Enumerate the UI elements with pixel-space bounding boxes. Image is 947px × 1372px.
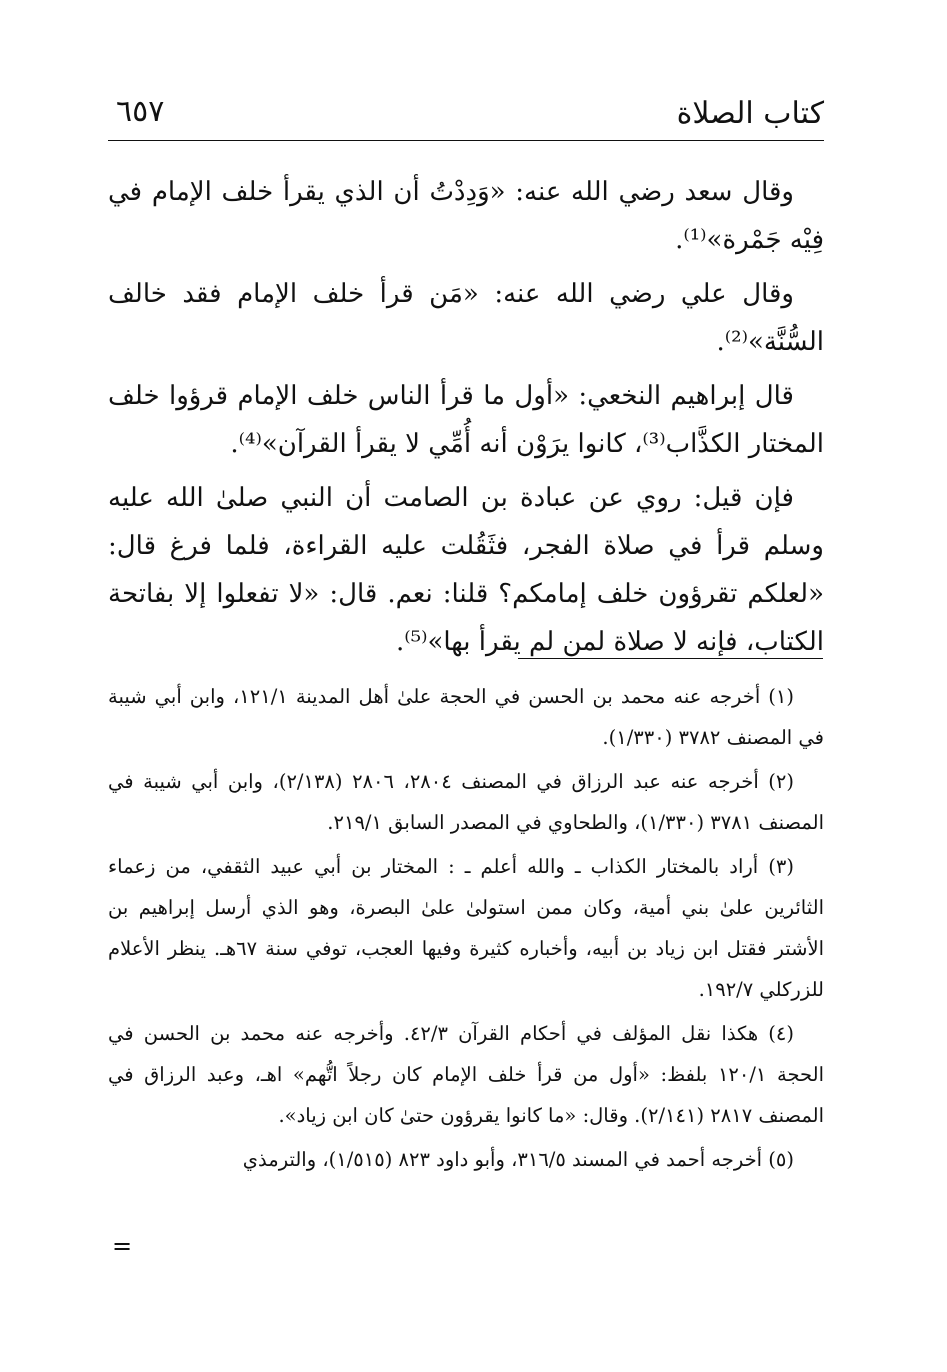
running-title: كتاب الصلاة bbox=[676, 96, 824, 131]
page-number: ٦٥٧ bbox=[116, 94, 165, 129]
footnote: (٣) أراد بالمختار الكذاب ـ والله أعلم ـ : المختار بن أبي عبيد الثقفي، من زعماء الثائرين علىٰ بني أمية، وكان ممن استولىٰ علىٰ البصرة، وهو الذي أرسل إبراهيم بن الأشتر فقتل ابن زياد بن أبيه، وأخباره كثيرة وفيها العجب، توفي سنة ٦٧هـ. ينظر الأعلام للزركلي ١٩٢/٧. bbox=[108, 855, 824, 1001]
main-text bbox=[108, 168, 824, 672]
footnote: (١) أخرجه عنه محمد بن الحسن في الحجة علىٰ أهل المدينة ١٢١/١، وابن أبي شيبة في المصنف ٣٧٨٢ (١/٣٣٠). bbox=[108, 685, 824, 749]
paragraph: قال إبراهيم النخعي: «أول ما قرأ الناس خلف الإمام قرؤوا خلف المختار الكذَّاب⁽³⁾، كانوا يرَوْن أنه أُمِّي لا يقرأ القرآن»⁽⁴⁾. bbox=[108, 381, 824, 459]
paragraph: وقال سعد رضي الله عنه: «وَدِدْتُ أن الذي يقرأ خلف الإمام في فِيْه جَمْرة»⁽¹⁾. bbox=[108, 177, 824, 255]
paragraph: وقال علي رضي الله عنه: «مَن قرأ خلف الإمام فقد خالف السُّنَّة»⁽²⁾. bbox=[108, 279, 824, 357]
paragraph: فإن قيل: روي عن عبادة بن الصامت أن النبي صلىٰ الله عليه وسلم قرأ في صلاة الفجر، فثَقُلت عليه القراءة، فلما فرغ قال: «لعلكم تقرؤون خلف إمامكم؟ قلنا: نعم. قال: «لا تفعلوا إلا بفاتحة الكتاب، فإنه لا صلاة لمن لم يقرأ بها»⁽⁵⁾. bbox=[108, 483, 824, 657]
footnote: (٥) أخرجه أحمد في المسند ٣١٦/٥، وأبو داود ٨٢٣ (١/٥١٥)، والترمذي bbox=[242, 1148, 794, 1171]
continuation-mark: = bbox=[112, 1232, 133, 1260]
page-header bbox=[108, 92, 824, 141]
footnote: (٢) أخرجه عنه عبد الرزاق في المصنف ٢٨٠٤، ٢٨٠٦ (٢/١٣٨)، وابن أبي شيبة في المصنف ٣٧٨١ (١/٣٣٠)، والطحاوي في المصدر السابق ٢١٩/١. bbox=[108, 770, 824, 834]
footnote-separator bbox=[518, 658, 823, 659]
footnotes bbox=[108, 676, 824, 1183]
footnote: (٤) هكذا نقل المؤلف في أحكام القرآن ٤٢/٣. وأخرجه عنه محمد بن الحسن في الحجة ١٢٠/١ بلفظ: «أول من قرأ خلف الإمام كان رجلاً اتُّهم» اهـ، وعبد الرزاق في المصنف ٢٨١٧ (٢/١٤١). وقال: «ما كانوا يقرؤون حتىٰ كان ابن زياد». bbox=[108, 1022, 824, 1127]
